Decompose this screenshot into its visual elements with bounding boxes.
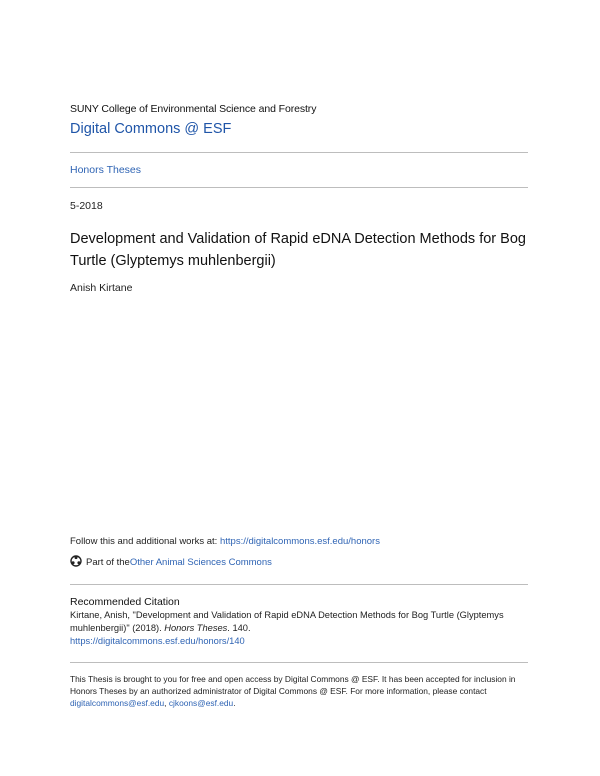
- contact-email-link[interactable]: digitalcommons@esf.edu: [70, 698, 165, 708]
- citation-journal: Honors Theses: [164, 623, 228, 633]
- discipline-link[interactable]: Other Animal Sciences Commons: [129, 557, 272, 568]
- series-link[interactable]: Honors Theses: [70, 164, 142, 176]
- divider-notice: [70, 662, 528, 663]
- thesis-title: Development and Validation of Rapid eDNA Detection Methods for Bog Turtle (Glyptemys muhlenbergii): [70, 231, 526, 269]
- citation-number: . 140.: [227, 623, 251, 633]
- notice-text: This Thesis is brought to you for free and open access by Digital Commons @ ESF. It has been accepted for inclusion in Honors Theses by an authorized administrator of Digital Commons @ ESF. For more information, please contact: [70, 674, 516, 696]
- citation-url-link[interactable]: https://digitalcommons.esf.edu/honors/140: [70, 636, 245, 646]
- access-notice: [70, 673, 540, 709]
- recommended-citation-heading: Recommended Citation: [70, 596, 180, 608]
- part-of-line: [70, 555, 272, 570]
- network-recycle-icon: [70, 555, 86, 570]
- notice-end: .: [233, 698, 236, 708]
- citation-text: Kirtane, Anish, "Development and Validation of Rapid eDNA Detection Methods for Bog Turtle (Glyptemys muhlenbergii)" (2018).: [70, 610, 504, 633]
- contact-email-link-2[interactable]: cjkoons@esf.edu: [168, 698, 234, 708]
- follow-line: [70, 536, 380, 547]
- divider-citation: [70, 584, 528, 585]
- notice-separator: ,: [164, 698, 169, 708]
- part-of-prefix: Part of the: [86, 557, 130, 568]
- follow-url-link[interactable]: https://digitalcommons.esf.edu/honors: [219, 536, 380, 547]
- citation-block: [70, 609, 540, 648]
- institution-name: SUNY College of Environmental Science and Forestry: [70, 103, 317, 115]
- follow-prefix: Follow this and additional works at:: [70, 536, 220, 547]
- repository-link[interactable]: Digital Commons @ ESF: [70, 121, 232, 137]
- divider-top: [70, 152, 528, 153]
- divider-series: [70, 187, 528, 188]
- publication-date: 5-2018: [70, 200, 103, 212]
- author-name: Anish Kirtane: [70, 282, 133, 294]
